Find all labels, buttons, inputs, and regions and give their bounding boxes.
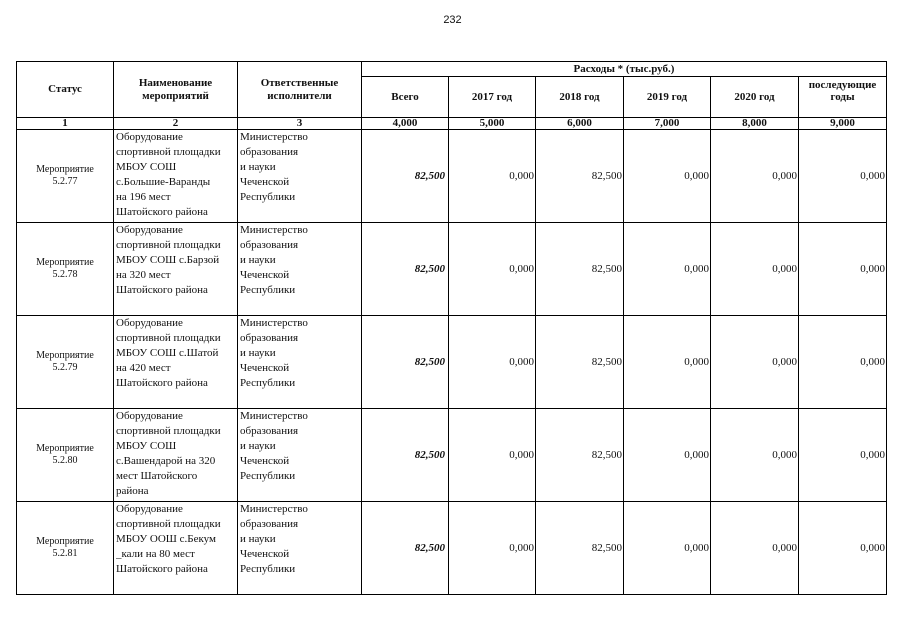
activity-name-cell — [114, 316, 238, 409]
activity-name-line: Шатойского района — [116, 377, 208, 389]
status-cell — [17, 502, 114, 595]
executor-line: образования — [240, 239, 299, 251]
executor-line: Республики — [240, 377, 296, 389]
status-line: 5.2.79 — [52, 362, 78, 373]
activity-name-line: спортивной площадки — [116, 146, 221, 158]
activity-name-line: МБОУ СОШ с.Барзой — [116, 254, 220, 266]
activity-name-text — [116, 316, 236, 407]
header-subsequent-years: последующие годы — [799, 77, 887, 118]
header-total: Всего — [362, 77, 449, 118]
executor-line: Чеченской — [240, 269, 290, 281]
activity-name-text — [116, 502, 236, 593]
value-2019: 0,000 — [624, 316, 711, 409]
executor-line: Республики — [240, 470, 296, 482]
executor-line: Чеченской — [240, 362, 290, 374]
activity-name-line: Оборудование — [116, 317, 183, 329]
value-subsequent: 0,000 — [799, 502, 887, 595]
total-value: 82,500 — [362, 223, 449, 316]
table-row — [17, 409, 887, 502]
activity-name-line: Оборудование — [116, 224, 183, 236]
status-line: Мероприятие — [36, 164, 94, 175]
executor-cell — [238, 223, 362, 316]
status-cell — [17, 409, 114, 502]
header-status: Статус — [17, 62, 114, 118]
value-2017: 0,000 — [449, 130, 536, 223]
executor-line: Министерство — [240, 317, 308, 329]
column-number: 5,000 — [449, 118, 536, 130]
activity-name-line: с.Вашендарой на 320 — [116, 455, 216, 467]
executor-line: Чеченской — [240, 548, 290, 560]
executor-line: и науки — [240, 440, 276, 452]
header-2018: 2018 год — [536, 77, 624, 118]
activity-name-line: _кали на 80 мест — [116, 548, 195, 560]
activity-name-line: района — [116, 485, 149, 497]
value-2019: 0,000 — [624, 130, 711, 223]
executor-line: Республики — [240, 563, 296, 575]
activity-name-line: МБОУ ООШ с.Бекум — [116, 533, 216, 545]
activity-name-line: Оборудование — [116, 410, 183, 422]
executor-line: образования — [240, 425, 299, 437]
activity-name-line: спортивной площадки — [116, 239, 221, 251]
status-cell — [17, 316, 114, 409]
value-2017: 0,000 — [449, 409, 536, 502]
status-cell — [17, 130, 114, 223]
status-line: Мероприятие — [36, 536, 94, 547]
value-2017: 0,000 — [449, 502, 536, 595]
column-number: 2 — [114, 118, 238, 130]
executor-line: Республики — [240, 191, 296, 203]
value-2018: 82,500 — [536, 502, 624, 595]
value-2020: 0,000 — [711, 316, 799, 409]
activity-name-line: на 196 мест — [116, 191, 171, 203]
activity-name-line: на 420 мест — [116, 362, 171, 374]
activity-name-line: Оборудование — [116, 503, 183, 515]
header-name: Наименование мероприятий — [114, 62, 238, 118]
value-subsequent: 0,000 — [799, 316, 887, 409]
total-value: 82,500 — [362, 409, 449, 502]
executor-text — [240, 502, 360, 593]
value-2018: 82,500 — [536, 409, 624, 502]
executor-line: Чеченской — [240, 455, 290, 467]
column-number: 9,000 — [799, 118, 887, 130]
status-line: 5.2.80 — [52, 455, 78, 466]
activity-name-line: МБОУ СОШ — [116, 161, 177, 173]
activity-name-line: Оборудование — [116, 131, 183, 143]
executor-line: образования — [240, 332, 299, 344]
status-line: 5.2.78 — [52, 269, 78, 280]
column-number: 8,000 — [711, 118, 799, 130]
table-row — [17, 502, 887, 595]
executor-line: Министерство — [240, 224, 308, 236]
total-value: 82,500 — [362, 130, 449, 223]
activity-name-line: Шатойского района — [116, 284, 208, 296]
header-2017: 2017 год — [449, 77, 536, 118]
activity-name-line: Шатойского района — [116, 206, 208, 218]
activity-name-cell — [114, 130, 238, 223]
executor-text — [240, 223, 360, 314]
value-2017: 0,000 — [449, 223, 536, 316]
value-2020: 0,000 — [711, 130, 799, 223]
total-value: 82,500 — [362, 316, 449, 409]
value-2019: 0,000 — [624, 223, 711, 316]
executor-line: и науки — [240, 347, 276, 359]
executor-line: Министерство — [240, 503, 308, 515]
value-2019: 0,000 — [624, 502, 711, 595]
table-row — [17, 130, 887, 223]
header-2019: 2019 год — [624, 77, 711, 118]
status-line: 5.2.81 — [52, 548, 78, 559]
expenses-table — [16, 61, 887, 595]
activity-name-line: МБОУ СОШ с.Шатой — [116, 347, 219, 359]
activity-name-text — [116, 130, 236, 221]
header-expenses: Расходы * (тыс.руб.) — [362, 62, 887, 77]
executor-line: образования — [240, 518, 299, 530]
value-subsequent: 0,000 — [799, 130, 887, 223]
executor-text — [240, 409, 360, 500]
executor-cell — [238, 130, 362, 223]
executor-cell — [238, 409, 362, 502]
executor-line: Чеченской — [240, 176, 290, 188]
activity-name-text — [116, 223, 236, 314]
activity-name-line: на 320 мест — [116, 269, 171, 281]
executor-cell — [238, 316, 362, 409]
column-number: 1 — [17, 118, 114, 130]
value-subsequent: 0,000 — [799, 409, 887, 502]
status-cell — [17, 223, 114, 316]
column-number: 4,000 — [362, 118, 449, 130]
value-2018: 82,500 — [536, 223, 624, 316]
status-line: 5.2.77 — [52, 176, 78, 187]
value-subsequent: 0,000 — [799, 223, 887, 316]
activity-name-line: спортивной площадки — [116, 425, 221, 437]
executor-text — [240, 316, 360, 407]
activity-name-line: спортивной площадки — [116, 332, 221, 344]
value-2018: 82,500 — [536, 130, 624, 223]
executor-line: Республики — [240, 284, 296, 296]
column-number: 6,000 — [536, 118, 624, 130]
activity-name-cell — [114, 223, 238, 316]
activity-name-line: МБОУ СОШ — [116, 440, 177, 452]
executor-line: образования — [240, 146, 299, 158]
executor-line: Министерство — [240, 131, 308, 143]
value-2018: 82,500 — [536, 316, 624, 409]
total-value: 82,500 — [362, 502, 449, 595]
table-row — [17, 223, 887, 316]
activity-name-line: Шатойского района — [116, 563, 208, 575]
value-2019: 0,000 — [624, 409, 711, 502]
activity-name-cell — [114, 502, 238, 595]
activity-name-cell — [114, 409, 238, 502]
page-number: 232 — [443, 14, 462, 26]
activity-name-line: с.Большие-Варанды — [116, 176, 211, 188]
header-2020: 2020 год — [711, 77, 799, 118]
column-number: 3 — [238, 118, 362, 130]
column-number: 7,000 — [624, 118, 711, 130]
executor-cell — [238, 502, 362, 595]
value-2020: 0,000 — [711, 223, 799, 316]
status-line: Мероприятие — [36, 350, 94, 361]
executor-line: и науки — [240, 161, 276, 173]
executor-line: и науки — [240, 533, 276, 545]
executor-line: Министерство — [240, 410, 308, 422]
activity-name-line: мест Шатойского — [116, 470, 198, 482]
value-2020: 0,000 — [711, 502, 799, 595]
header-executors: Ответственные исполнители — [238, 62, 362, 118]
value-2017: 0,000 — [449, 316, 536, 409]
table-row — [17, 316, 887, 409]
activity-name-text — [116, 409, 236, 500]
status-line: Мероприятие — [36, 257, 94, 268]
executor-text — [240, 130, 360, 221]
activity-name-line: спортивной площадки — [116, 518, 221, 530]
executor-line: и науки — [240, 254, 276, 266]
value-2020: 0,000 — [711, 409, 799, 502]
column-numbering-row — [17, 118, 887, 130]
status-line: Мероприятие — [36, 443, 94, 454]
